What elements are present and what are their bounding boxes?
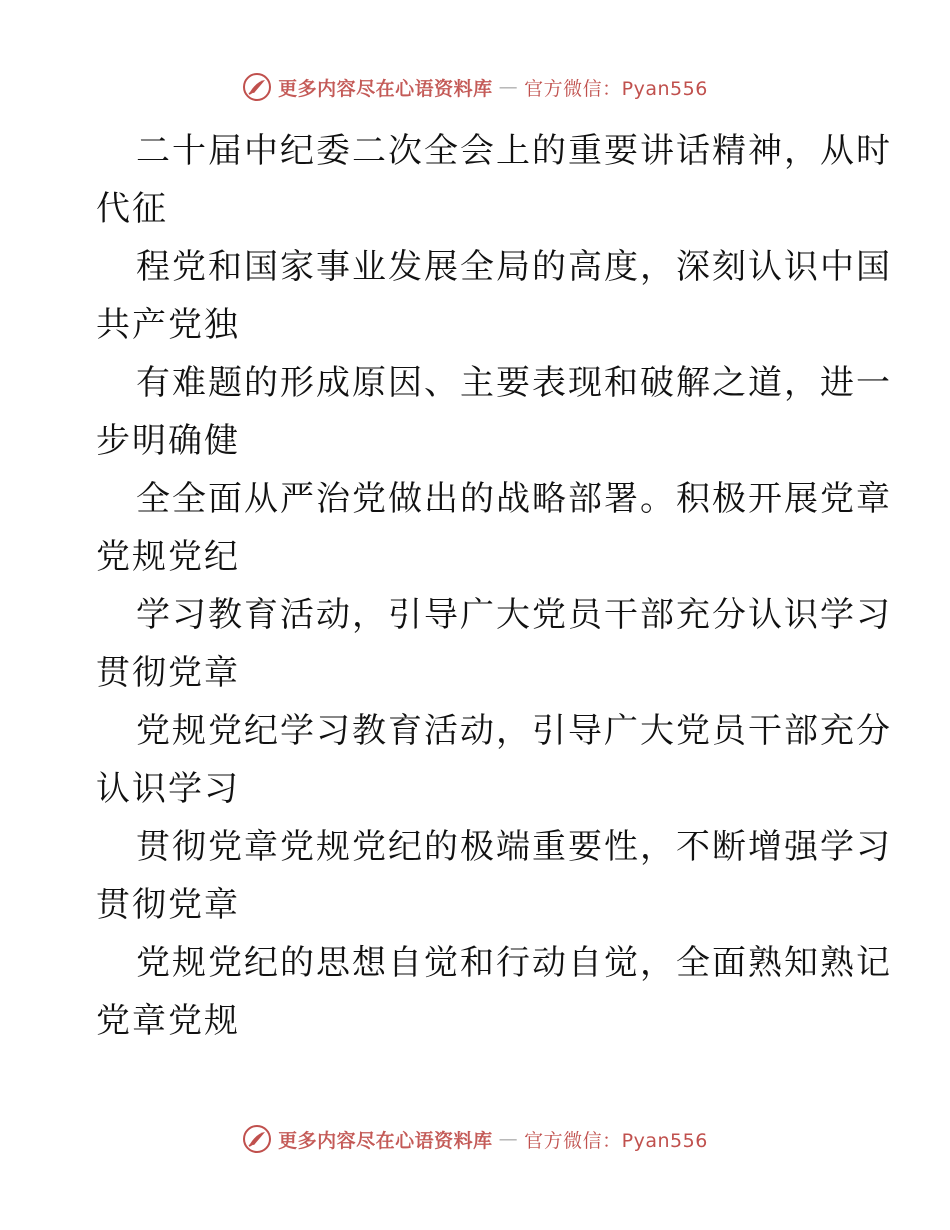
paragraph-line: 代征	[96, 189, 168, 229]
paragraph-line: 党规党纪的思想自觉和行动自觉，全面熟知熟记	[136, 943, 892, 983]
paragraph	[96, 122, 892, 238]
paragraph-line: 党规党纪	[96, 537, 240, 577]
paragraph-line: 二十届中纪委二次全会上的重要讲话精神，从时	[136, 131, 892, 171]
footer-banner	[0, 1124, 950, 1154]
paragraph-line: 共产党独	[96, 305, 240, 345]
paragraph-line: 有难题的形成原因、主要表现和破解之道，进一	[136, 363, 892, 403]
banner-separator: —	[498, 76, 519, 98]
banner-wechat-text: 官方微信：Pyan556	[524, 1129, 708, 1152]
banner-wechat-text: 官方微信：Pyan556	[524, 77, 708, 100]
paragraph	[96, 818, 892, 934]
document-body	[96, 122, 892, 1050]
paragraph-line: 全全面从严治党做出的战略部署。积极开展党章	[136, 479, 892, 519]
paragraph-line: 认识学习	[96, 769, 240, 809]
paragraph-line: 程党和国家事业发展全局的高度，深刻认识中国	[136, 247, 892, 287]
banner-main-text: 更多内容尽在心语资料库	[278, 1129, 493, 1152]
paragraph	[96, 470, 892, 586]
paragraph	[96, 586, 892, 702]
book-quill-logo-icon	[242, 1124, 272, 1154]
paragraph	[96, 238, 892, 354]
paragraph-line: 步明确健	[96, 421, 240, 461]
paragraph-line: 贯彻党章党规党纪的极端重要性，不断增强学习	[136, 827, 892, 867]
paragraph-line: 学习教育活动，引导广大党员干部充分认识学习	[136, 595, 892, 635]
paragraph-line: 贯彻党章	[96, 885, 240, 925]
banner-main-text: 更多内容尽在心语资料库	[278, 77, 493, 100]
book-quill-logo-icon	[242, 72, 272, 102]
paragraph	[96, 354, 892, 470]
paragraph	[96, 934, 892, 1050]
paragraph-line: 党规党纪学习教育活动，引导广大党员干部充分	[136, 711, 892, 751]
paragraph-line: 贯彻党章	[96, 653, 240, 693]
header-banner	[0, 72, 950, 102]
paragraph-line: 党章党规	[96, 1001, 240, 1041]
paragraph	[96, 702, 892, 818]
banner-separator: —	[498, 1128, 519, 1150]
